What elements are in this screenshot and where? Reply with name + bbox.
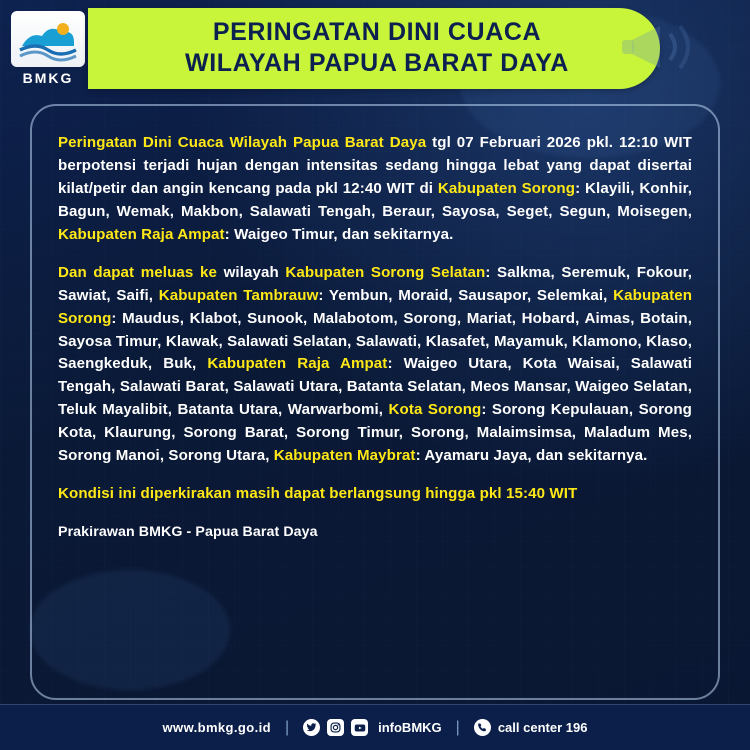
instagram-icon[interactable] — [327, 719, 344, 736]
phone-icon — [474, 719, 491, 736]
region-kabupaten-tambrauw: Kabupaten Tambrauw — [158, 286, 319, 304]
twitter-icon[interactable] — [303, 719, 320, 736]
region-kabupaten-sorong-selatan: Kabupaten Sorong Selatan — [285, 263, 486, 281]
content-card — [30, 104, 720, 700]
region-kabupaten-maybrat: Kabupaten Maybrat — [273, 447, 416, 465]
region-kabupaten-raja-ampat: Kabupaten Raja Ampat — [58, 225, 225, 243]
bmkg-logo — [0, 0, 96, 96]
region-kabupaten-raja-ampat-2: Kabupaten Raja Ampat — [207, 355, 388, 373]
warning-text-2f: : Sorong Kepulauan, Sorong Kota, Klaurung, Sorong Barat, Sorong Timur, Sorong, Malaimsimsa, Maladum Mes, Sorong Manoi, Sorong Utara, — [58, 401, 693, 465]
page-title-line1: PERINGATAN DINI CUACA — [212, 18, 542, 46]
header — [0, 0, 750, 96]
warning-text-2g: : Ayamaru Jaya, dan sekitarnya. — [415, 447, 648, 465]
page-title-line2: WILAYAH PAPUA BARAT DAYA — [185, 48, 569, 77]
warning-text-2e: : Waigeo Utara, Kota Waisai, Salawati Tengah, Salawati Barat, Salawati Utara, Batanta Selatan, Meos Mansar, Waigeo Selatan, Teluk Mayalibit, Batanta Utara, Warwarbomi, — [58, 355, 692, 419]
warning-lead-1: Peringatan Dini Cuaca Wilayah Papua Barat Daya — [58, 134, 427, 151]
warning-paragraph-1 — [58, 132, 692, 247]
warning-text-2d: : Maudus, Klabot, Sunook, Malabotom, Sorong, Mariat, Hobard, Aimas, Botain, Sayosa Timur, Klawak, Salawati Selatan, Salawati, Klasafet, Mayamuk, Klamono, Klaso, Saengkeduk, Buk, — [58, 309, 692, 373]
bmkg-logo-text: BMKG — [22, 69, 74, 86]
warning-body — [58, 132, 692, 544]
region-kabupaten-sorong-2: Kabupaten Sorong — [58, 286, 693, 327]
warning-paragraph-2 — [58, 262, 692, 468]
footer — [0, 704, 750, 750]
youtube-icon[interactable] — [351, 719, 368, 736]
warning-duration-note: Kondisi ini diperkirakan masih dapat berlangsung hingga pkl 15:40 WIT — [58, 485, 578, 503]
warning-text-2a: wilayah — [216, 263, 286, 281]
page-title — [114, 17, 640, 78]
footer-separator-2: | — [455, 718, 460, 736]
forecaster-signature: Prakirawan BMKG - Papua Barat Daya — [58, 524, 318, 541]
title-banner — [88, 8, 660, 89]
social-links[interactable] — [303, 719, 442, 736]
call-center[interactable] — [474, 719, 588, 736]
warning-text-1c: : Waigeo Timur, dan sekitarnya. — [224, 225, 454, 243]
bmkg-logo-badge — [11, 11, 85, 67]
warning-text-2b: : Salkma, Seremuk, Fokour, Sawiat, Saifi, — [58, 263, 692, 304]
warning-lead-2: Dan dapat meluas ke — [58, 263, 217, 281]
region-kabupaten-sorong: Kabupaten Sorong — [437, 179, 576, 197]
warning-text-2c: : Yembun, Moraid, Sausapor, Selemkai, — [318, 286, 614, 304]
warning-text-1a: tgl 07 Februari 2026 pkl. 12:10 WIT berpotensi terjadi hujan dengan intensitas sedang hingga lebat yang dapat disertai kilat/petir dan angin kencang pada pkl 12:40 WIT di — [58, 134, 692, 197]
region-kota-sorong: Kota Sorong — [388, 401, 482, 419]
warning-text-1b: : Klayili, Konhir, Bagun, Wemak, Makbon, Salawati Tengah, Beraur, Sayosa, Seget, Segun, Moisegen, — [58, 179, 693, 220]
social-handle[interactable]: infoBMKG — [378, 720, 442, 735]
footer-separator-1: | — [284, 718, 290, 736]
bmkg-emblem-icon — [16, 16, 80, 62]
call-center-label[interactable]: call center 196 — [497, 720, 588, 735]
website-link[interactable]: www.bmkg.go.id — [162, 720, 271, 735]
megaphone-icon — [614, 14, 710, 85]
